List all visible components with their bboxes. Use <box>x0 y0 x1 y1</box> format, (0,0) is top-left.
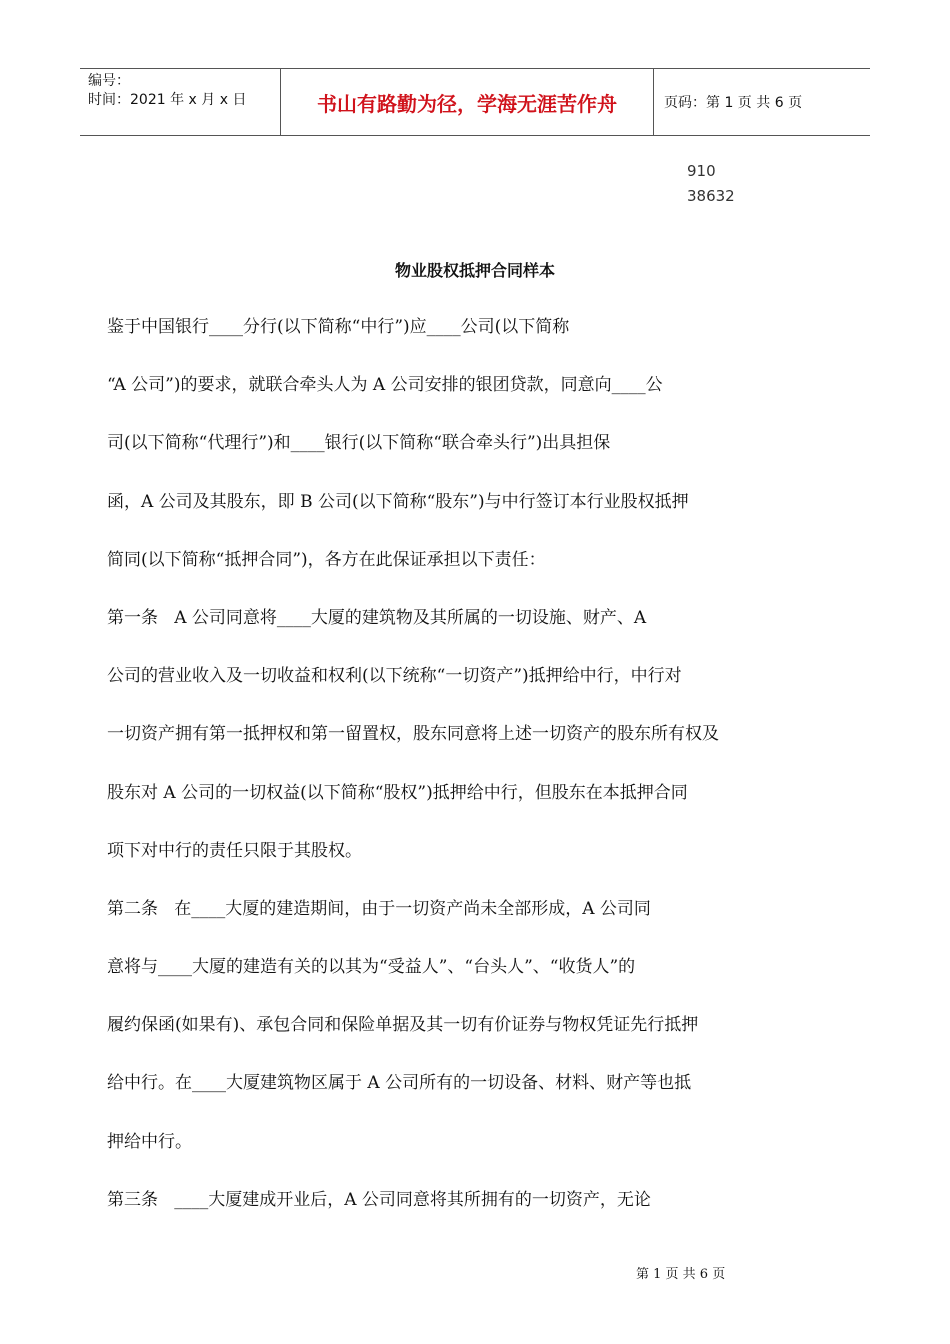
body-line: 函，A 公司及其股东，即 B 公司(以下简称“股东”)与中行签订本行业股权抵押 <box>107 491 689 512</box>
document-title: 物业股权抵押合同样本 <box>394 261 555 280</box>
header-page-info: 页码：第 1 页 共 6 页 <box>664 95 803 111</box>
body-line: 第一条 A 公司同意将____大厦的建筑物及其所属的一切设施、财产、A <box>107 607 647 628</box>
body-line: “A 公司”)的要求，就联合牵头人为 A 公司安排的银团贷款，同意向____公 <box>107 375 663 396</box>
body-line: 押给中行。 <box>107 1131 192 1152</box>
body-line: 一切资产拥有第一抵押权和第一留置权，股东同意将上述一切资产的股东所有权及 <box>107 724 719 745</box>
document-number-label: 编号： <box>88 73 130 89</box>
body-line: 第三条 ____大厦建成开业后，A 公司同意将其所拥有的一切资产，无论 <box>107 1189 651 1210</box>
body-line: 项下对中行的责任只限于其股权。 <box>107 840 362 861</box>
body-line: 给中行。在____大厦建筑物区属于 A 公司所有的一切设备、材料、财产等也抵 <box>107 1073 692 1094</box>
header-fragment-2: 38632 <box>687 187 735 205</box>
body-line: 司(以下简称“代理行”)和____银行(以下简称“联合牵头行”)出具担保 <box>107 433 611 454</box>
header-meta <box>80 69 281 135</box>
body-line: 简同(以下简称“抵押合同”)，各方在此保证承担以下责任： <box>107 549 546 570</box>
body-line: 意将与____大厦的建造有关的以其为“受益人”、“台头人”、“收货人”的 <box>107 957 636 978</box>
document-body <box>107 310 827 1241</box>
header-fragment-1: 910 <box>687 162 716 180</box>
page-header <box>80 68 870 136</box>
body-line: 履约保函(如果有)、承包合同和保险单据及其一切有价证券与物权凭证先行抵押 <box>107 1015 699 1036</box>
body-line: 鉴于中国银行____分行(以下简称“中行”)应____公司(以下简称 <box>107 317 570 337</box>
header-motto: 书山有路勤为径，学海无涯苦作舟 <box>281 69 654 135</box>
body-line: 公司的营业收入及一切收益和权利(以下统称“一切资产”)抵押给中行，中行对 <box>107 666 682 687</box>
body-line: 股东对 A 公司的一切权益(以下简称“股权”)抵押给中行，但股东在本抵押合同 <box>107 782 688 803</box>
page-footer: 第 1 页 共 6 页 <box>636 1267 726 1282</box>
document-time-label: 时间：2021 年 x 月 x 日 <box>88 92 247 108</box>
body-line: 第二条 在____大厦的建造期间，由于一切资产尚未全部形成，A 公司同 <box>107 898 651 919</box>
